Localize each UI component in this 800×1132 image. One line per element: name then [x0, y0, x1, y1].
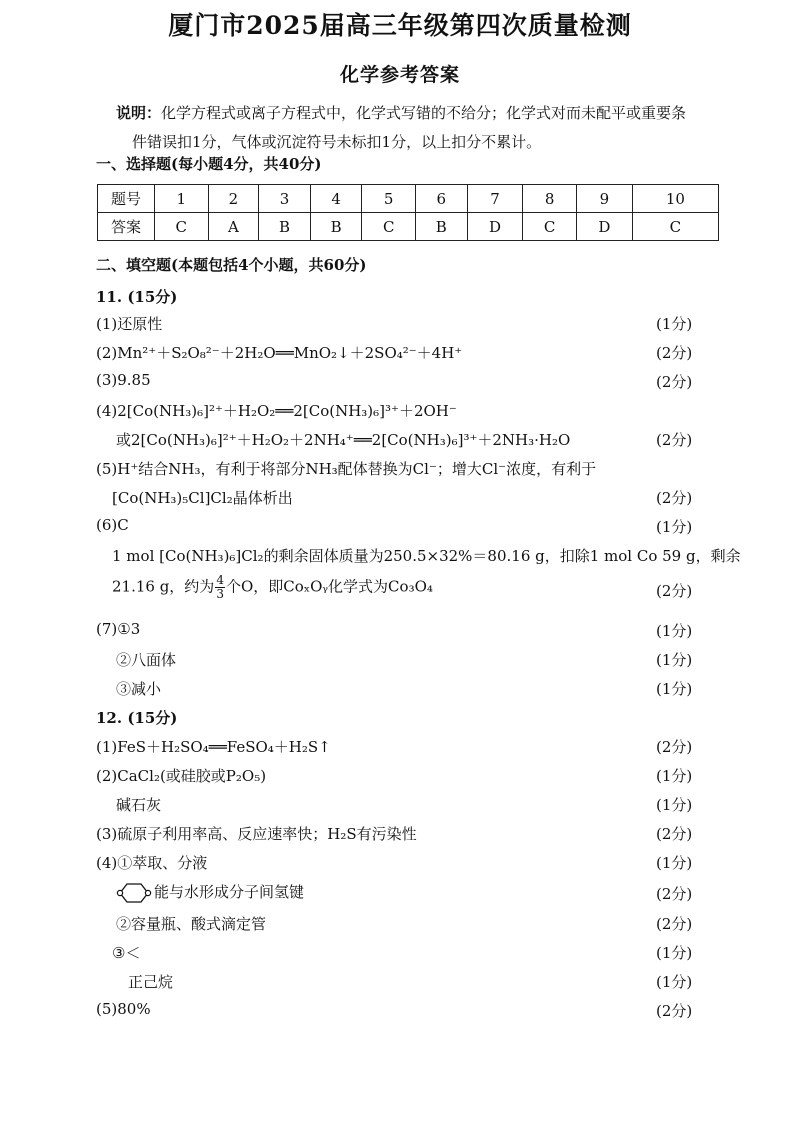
question-number: 3 — [259, 185, 311, 213]
dioxane-ring-icon — [116, 881, 154, 905]
q11-item-4-alt: 或2[Co(NH₃)₆]²⁺＋H₂O₂＋2NH₄⁺══2[Co(NH₃)₆]³⁺＋2NH₃·H₂O — [116, 431, 571, 449]
answer-cell: C — [155, 213, 209, 241]
note-line-2: 件错误扣1分，气体或沉淀符号未标扣1分，以上扣分不累计。 — [132, 133, 542, 151]
q12-item-4-3-score: (1分) — [656, 944, 693, 962]
q12-item-4-1: (4)①萃取、分液 — [96, 854, 208, 872]
q11-item-1-score: (1分) — [656, 315, 693, 333]
q12-item-4-3: ③＜ — [112, 944, 141, 962]
q12-item-1: (1)FeS＋H₂SO₄══FeSO₄＋H₂S↑ — [96, 738, 331, 756]
question-number: 4 — [310, 185, 362, 213]
answer-cell: B — [259, 213, 311, 241]
q11-item-7-2-score: (1分) — [656, 651, 693, 669]
q12-item-4-2: ②容量瓶、酸式滴定管 — [116, 915, 267, 933]
q11-item-2-score: (2分) — [656, 344, 693, 362]
question-number: 1 — [155, 185, 209, 213]
q12-item-4-1-reason-score: (2分) — [656, 885, 693, 903]
q11-item-6-calc: 1 mol [Co(NH₃)₆]Cl₂的剩余固体质量为250.5×32%＝80.16 g，扣除1 mol Co 59 g，剩余 — [112, 547, 741, 565]
answer-cell: B — [310, 213, 362, 241]
q12-item-3: (3)硫原子利用率高、反应速率快；H₂S有污染性 — [96, 825, 417, 843]
question-number: 2 — [208, 185, 259, 213]
q12-item-4-2-score: (2分) — [656, 915, 693, 933]
q12-header: 12. (15分) — [96, 709, 178, 727]
answer-cell: A — [208, 213, 259, 241]
q12-item-4-3-solvent: 正己烷 — [128, 973, 174, 991]
q11-item-2: (2)Mn²⁺＋S₂O₈²⁻＋2H₂O══MnO₂↓＋2SO₄²⁻＋4H⁺ — [96, 344, 463, 362]
q11-item-5: (5)H⁺结合NH₃，有利于将部分NH₃配体替换为Cl⁻；增大Cl⁻浓度，有利于 — [96, 460, 597, 478]
note-line-1: 化学方程式或离子方程式中，化学式写错的不给分；化学式对而未配平或重要条 — [161, 104, 687, 122]
q12-item-1-score: (2分) — [656, 738, 693, 756]
question-number: 5 — [362, 185, 416, 213]
q12-item-2-score: (1分) — [656, 767, 693, 785]
page-title: 厦门市2025届高三年级第四次质量检测 — [168, 11, 632, 40]
fraction-numerator: 4 — [216, 573, 224, 587]
q11-item-7-1: (7)①3 — [96, 620, 141, 638]
q11-item-7-1-score: (1分) — [656, 622, 693, 640]
q12-item-5-score: (2分) — [656, 1002, 693, 1020]
question-number: 8 — [523, 185, 577, 213]
q11-item-3-score: (2分) — [656, 373, 693, 391]
q11-item-6: (6)C — [96, 516, 129, 534]
q11-item-6-score: (1分) — [656, 518, 693, 536]
answer-cell: C — [362, 213, 416, 241]
answer-cell: D — [576, 213, 632, 241]
q11-item-7-2: ②八面体 — [116, 651, 177, 669]
question-number: 9 — [576, 185, 632, 213]
question-number: 7 — [467, 185, 523, 213]
q11-item-1: (1)还原性 — [96, 315, 163, 333]
q12-item-2-alt: 碱石灰 — [116, 796, 162, 814]
q12-item-3-score: (2分) — [656, 825, 693, 843]
hydrogen-bond-reason: 能与水形成分子间氢键 — [154, 883, 305, 901]
q11-item-4-score: (2分) — [656, 431, 693, 449]
answer-cell: C — [523, 213, 577, 241]
table-row-numbers — [98, 185, 719, 213]
q12-item-4-1-score: (1分) — [656, 854, 693, 872]
result-text-a: 21.16 g，约为 — [112, 577, 215, 596]
table-row-answers — [98, 213, 719, 241]
answer-cell: D — [467, 213, 523, 241]
q11-item-5-cont: [Co(NH₃)₅Cl]Cl₂晶体析出 — [112, 489, 293, 507]
section-choice-heading: 一、选择题(每小题4分，共40分) — [96, 155, 322, 173]
q11-item-7-3: ③减小 — [116, 680, 162, 698]
question-number: 10 — [632, 185, 718, 213]
note-label: 说明： — [116, 104, 162, 122]
table-row-label: 题号 — [98, 185, 155, 213]
q11-item-6-score-2: (2分) — [656, 582, 693, 600]
answer-table — [97, 184, 719, 241]
page-subtitle: 化学参考答案 — [339, 64, 460, 86]
fraction-denominator: 3 — [216, 587, 224, 601]
q11-item-3: (3)9.85 — [96, 371, 151, 389]
q12-item-2: (2)CaCl₂(或硅胶或P₂O₅) — [96, 767, 267, 785]
q11-header: 11. (15分) — [96, 288, 178, 306]
section-fill-heading: 二、填空题(本题包括4个小题，共60分) — [96, 256, 367, 274]
grading-note — [116, 99, 736, 157]
table-row-label: 答案 — [98, 213, 155, 241]
q11-item-6-result — [112, 574, 712, 601]
question-number: 6 — [415, 185, 467, 213]
result-text-b: 个O，即CoₓOᵧ化学式为Co₃O₄ — [225, 577, 433, 596]
fraction — [215, 574, 225, 601]
q12-item-4-1-reason — [116, 881, 716, 905]
q11-item-7-3-score: (1分) — [656, 680, 693, 698]
q11-item-4: (4)2[Co(NH₃)₆]²⁺＋H₂O₂══2[Co(NH₃)₆]³⁺＋2OH⁻ — [96, 402, 457, 420]
q12-item-2-alt-score: (1分) — [656, 796, 693, 814]
answer-cell: B — [415, 213, 467, 241]
answer-cell: C — [632, 213, 718, 241]
q12-item-4-3-solvent-score: (1分) — [656, 973, 693, 991]
q11-item-5-score: (2分) — [656, 489, 693, 507]
q12-item-5: (5)80% — [96, 1000, 151, 1018]
